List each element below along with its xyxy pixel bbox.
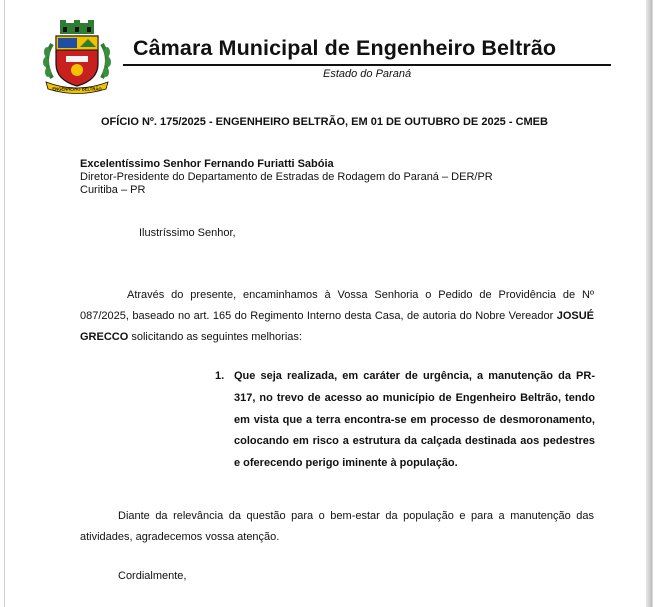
body-text-part2: solicitando as seguintes melhorias: <box>131 331 302 343</box>
closing-paragraph <box>80 506 594 548</box>
document-page <box>4 0 653 607</box>
header-divider <box>123 64 611 66</box>
recipient-position: Diretor-Presidente do Departamento de Estradas de Rodagem do Paraná – DER/PR <box>80 171 493 183</box>
recipient-location: Curitiba – PR <box>80 184 146 196</box>
body-text-part1: Através do presente, encaminhamos à Vossa Senhoria o Pedido de Providência de Nº 087/2025, baseado no art. 165 do Regimento Interno desta Casa, de autoria do Nobre Vereador <box>80 289 594 322</box>
recipient-block <box>80 158 493 197</box>
author-name: JOSUÉ GRECCO <box>80 310 594 343</box>
crest-ribbon-text: ENGENHEIRO BELTRÃO <box>52 86 102 92</box>
page-title: Câmara Municipal de Engenheiro Beltrão <box>133 36 557 60</box>
body-paragraph <box>80 285 594 348</box>
page-subtitle: Estado do Paraná <box>323 68 412 80</box>
document-reference: OFÍCIO Nº. 175/2025 - ENGENHEIRO BELTRÃO, EM 01 DE OUTUBRO DE 2025 - CMEB <box>101 116 548 128</box>
closing-text: Diante da relevância da questão para o bem-estar da população e para a manutenção das atividades, agradecemos vossa atenção. <box>80 510 594 543</box>
coat-of-arms-icon <box>38 16 116 94</box>
request-list <box>215 366 595 475</box>
page-edge-shadow <box>646 0 652 607</box>
list-item <box>215 366 595 475</box>
list-item-text: Que seja realizada, em caráter de urgência, a manutenção da PR-317, no trevo de acesso ao município de Engenheiro Beltrão, tendo em vista que a terra encontra-se em processo de desmoronamento, colocando em risco a estrutura da calçada destinada aos pedestres e oferecendo perigo iminente à população. <box>234 370 595 470</box>
salutation: Ilustríssimo Senhor, <box>139 227 236 239</box>
sign-off: Cordialmente, <box>118 570 187 582</box>
recipient-name: Excelentíssimo Senhor Fernando Furiatti Sabóia <box>80 158 334 170</box>
list-item-number: 1. <box>215 370 225 382</box>
